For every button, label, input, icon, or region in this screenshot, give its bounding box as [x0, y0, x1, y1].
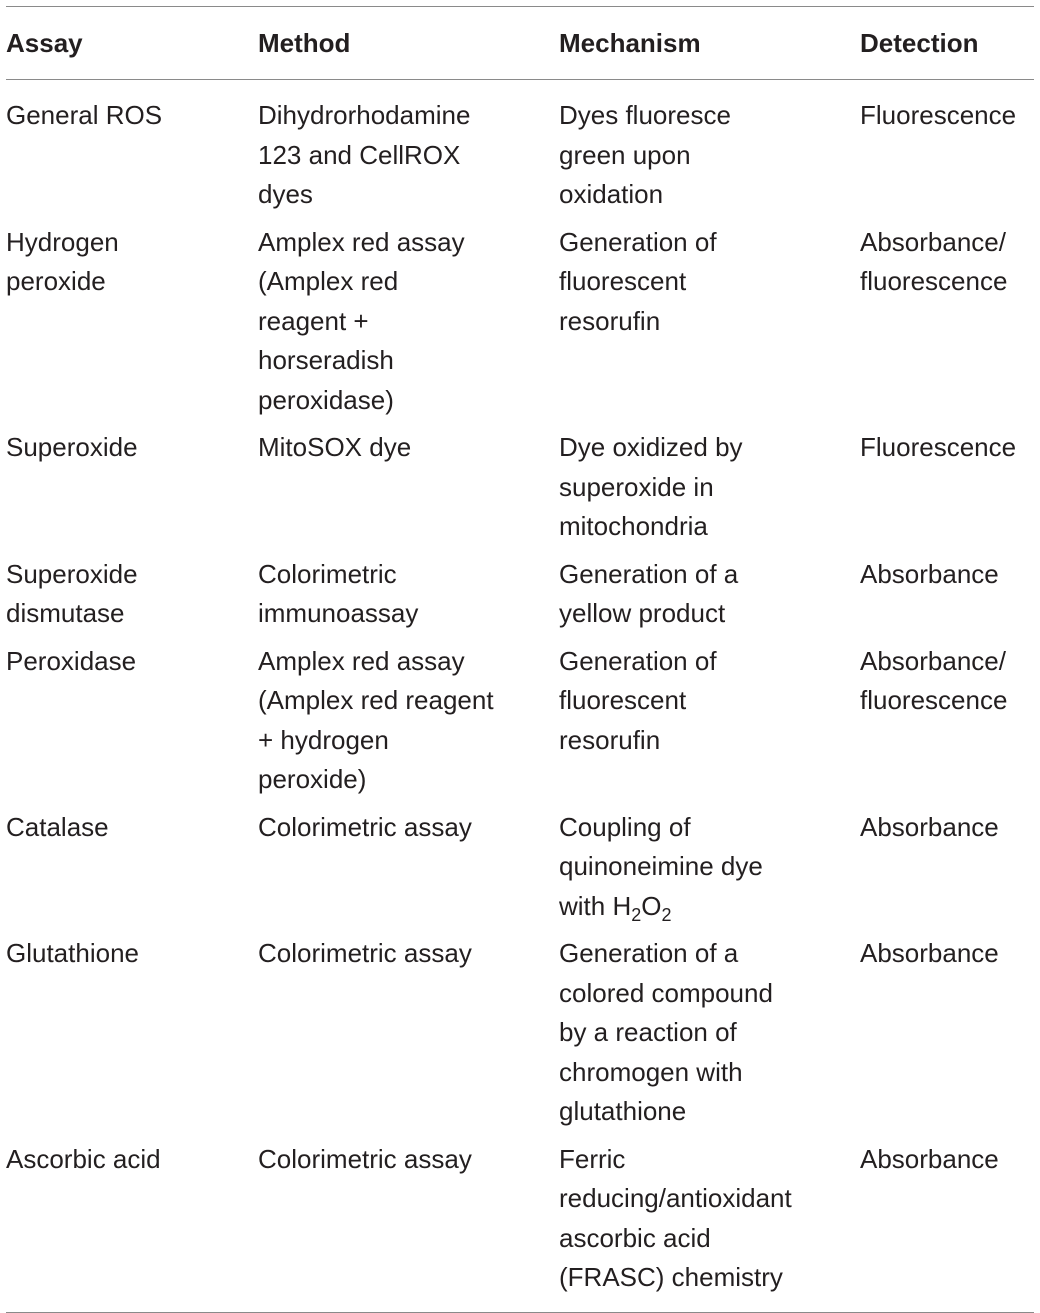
- header-detection: Detection: [860, 28, 979, 59]
- mechanism-prefix: Coupling of quinoneimine dye with H: [559, 811, 763, 921]
- cell-detection: [860, 642, 1034, 808]
- mechanism-text: Generation of fluorescent resorufin: [559, 226, 717, 336]
- method-text: Amplex red assay (Amplex red reagent + horseradish peroxidase): [258, 226, 465, 415]
- subscript-2: 2: [661, 904, 672, 925]
- assay-text: Hydrogen peroxide: [6, 226, 119, 296]
- mechanism-text: Ferric reducing/antioxidant ascorbic acid (FRASC) chemistry: [559, 1143, 792, 1292]
- cell-method: [258, 223, 559, 429]
- table-row: [6, 642, 1034, 808]
- table-row: [6, 1140, 1034, 1313]
- assay-text: Ascorbic acid: [6, 1143, 161, 1174]
- cell-assay: [6, 808, 258, 935]
- cell-mechanism: [559, 642, 860, 808]
- method-text: Colorimetric assay: [258, 938, 472, 968]
- cell-method: [258, 808, 559, 935]
- cell-mechanism: [559, 934, 860, 1140]
- table-row: [6, 555, 1034, 642]
- table-row: [6, 934, 1034, 1140]
- mechanism-text: Dye oxidized by superoxide in mitochondria: [559, 432, 743, 541]
- cell-detection: [860, 934, 1034, 1140]
- cell-mechanism: [559, 555, 860, 642]
- method-text: Dihydrorhodamine 123 and CellROX dyes: [258, 100, 471, 209]
- cell-assay: [6, 642, 258, 808]
- header-method: Method: [258, 28, 351, 59]
- assay-table-container: [6, 6, 1034, 1313]
- cell-detection: [860, 808, 1034, 935]
- mechanism-text: Generation of a colored compound by a reaction of chromogen with glutathione: [559, 938, 773, 1126]
- cell-detection: [860, 428, 1034, 555]
- header-mechanism: Mechanism: [559, 28, 701, 59]
- table-row: [6, 223, 1034, 429]
- detection-text: Absorbance/ fluorescence: [860, 645, 1008, 715]
- cell-mechanism: [559, 223, 860, 429]
- header-row: [6, 7, 1034, 80]
- assay-text: Catalase: [6, 811, 109, 842]
- cell-detection: [860, 1140, 1034, 1313]
- mechanism-text: Dyes fluoresce green upon oxidation: [559, 100, 731, 209]
- cell-assay: [6, 1140, 258, 1313]
- mechanism-oxygen: O: [641, 890, 662, 921]
- cell-method: [258, 428, 559, 555]
- cell-mechanism: [559, 1140, 860, 1313]
- cell-detection: [860, 223, 1034, 429]
- assay-text: Superoxide dismutase: [6, 558, 138, 628]
- table-row: [6, 80, 1034, 223]
- cell-assay: [6, 80, 258, 223]
- assay-text: Superoxide: [6, 432, 138, 462]
- table-row: [6, 808, 1034, 935]
- method-text: Colorimetric assay: [258, 1143, 472, 1174]
- table-row: [6, 428, 1034, 555]
- cell-mechanism: [559, 428, 860, 555]
- detection-text: Fluorescence: [860, 100, 1017, 130]
- detection-text: Absorbance: [860, 1143, 999, 1174]
- cell-mechanism: [559, 80, 860, 223]
- cell-detection: [860, 555, 1034, 642]
- cell-assay: [6, 555, 258, 642]
- assay-text: General ROS: [6, 100, 163, 130]
- mechanism-text: Generation of a yellow product: [559, 558, 739, 628]
- cell-method: [258, 934, 559, 1140]
- mechanism-text: Generation of fluorescent resorufin: [559, 645, 717, 755]
- detection-text: Absorbance: [860, 811, 999, 842]
- cell-method: [258, 1140, 559, 1313]
- table-body: [6, 80, 1034, 1313]
- cell-mechanism: [559, 808, 860, 935]
- cell-assay: [6, 223, 258, 429]
- table-header: [6, 7, 1034, 80]
- detection-text: Absorbance/ fluorescence: [860, 226, 1008, 296]
- assay-text: Glutathione: [6, 938, 139, 968]
- cell-method: [258, 555, 559, 642]
- subscript-2: 2: [631, 904, 642, 925]
- detection-text: Absorbance: [860, 558, 999, 589]
- method-text: Amplex red assay (Amplex red reagent + hydrogen peroxide): [258, 645, 494, 794]
- detection-text: Fluorescence: [860, 432, 1017, 462]
- method-text: Colorimetric immunoassay: [258, 558, 419, 628]
- cell-assay: [6, 934, 258, 1140]
- header-assay: Assay: [6, 28, 83, 59]
- detection-text: Absorbance: [860, 938, 999, 968]
- assay-table: [6, 6, 1034, 1313]
- method-text: Colorimetric assay: [258, 811, 472, 842]
- mechanism-text: [559, 808, 789, 927]
- assay-text: Peroxidase: [6, 645, 137, 676]
- cell-detection: [860, 80, 1034, 223]
- method-text: MitoSOX dye: [258, 432, 412, 462]
- cell-method: [258, 642, 559, 808]
- cell-assay: [6, 428, 258, 555]
- cell-method: [258, 80, 559, 223]
